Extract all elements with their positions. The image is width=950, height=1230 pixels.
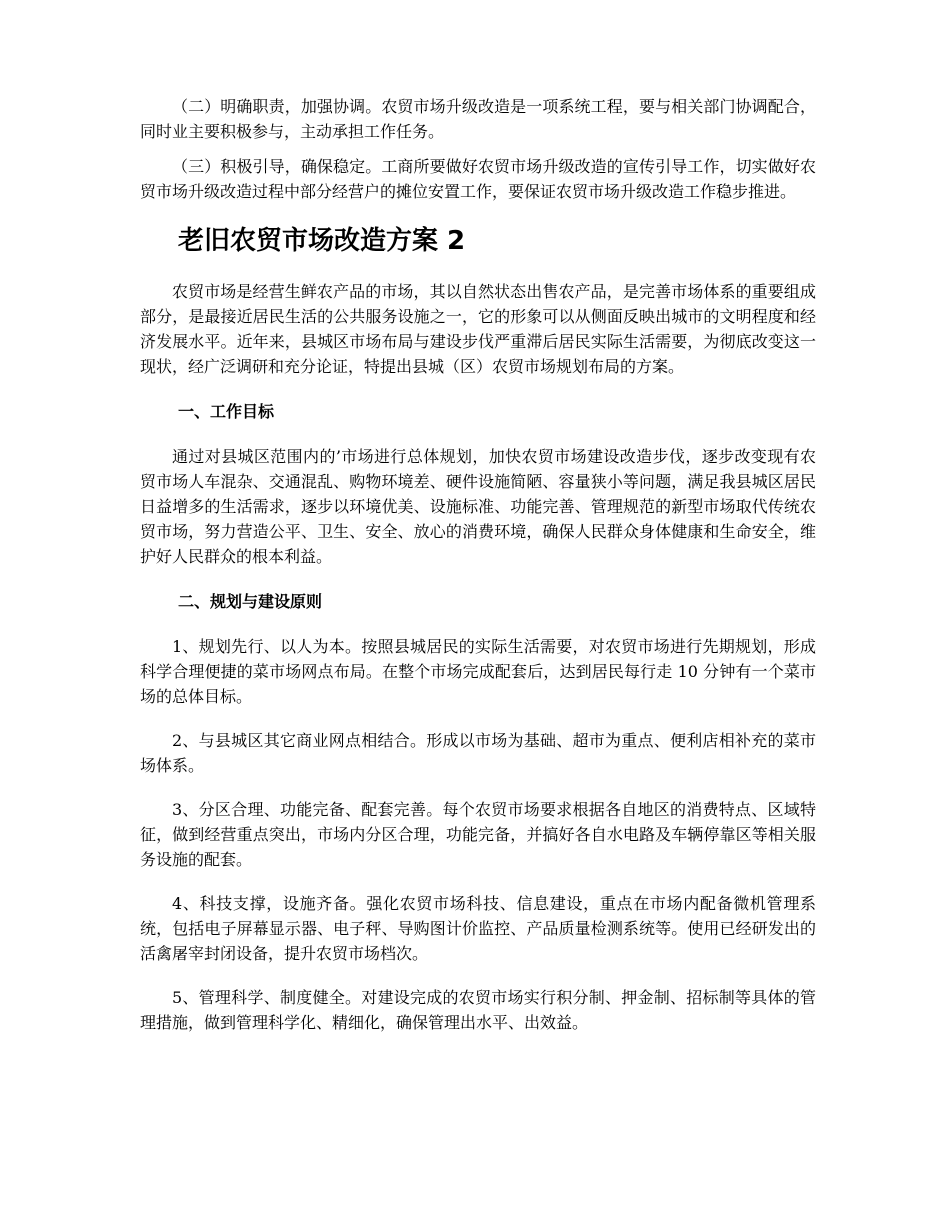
principle-item-1: 1、规划先行、以人为本。按照县城居民的实际生活需要，对农贸市场进行先期规划，形成科学合理便捷的菜市场网点布局。在整个市场完成配套后，达到居民每行走 10 分钟有一个菜市场的总体目标。 (140, 637, 816, 706)
principle-item-4: 4、科技支撑，设施齐备。强化农贸市场科技、信息建设，重点在市场内配备微机管理系统，包括电子屏幕显示器、电子秤、导购图计价监控、产品质量检测系统等。使用已经研发出的活禽屠宰封闭设备，提升农贸市场档次。 (140, 894, 816, 963)
heading-planning-principles: 二、规划与建设原则 (178, 592, 323, 611)
paragraph-work-goals: 通过对县城区范围内的’市场进行总体规划，加快农贸市场建设改造步伐，逐步改变现有农贸市场人车混杂、交通混乱、购物环境差、硬件设施简陋、容量狭小等问题，满足我县城区居民日益增多的生活需求，逐步以环境优美、设施标准、功能完善、管理规范的新型市场取代传统农贸市场，努力营造公平、卫生、安全、放心的消费环境，确保人民群众身体健康和生命安全，维护好人民群众的根本利益。 (140, 447, 816, 566)
principle-item-3: 3、分区合理、功能完备、配套完善。每个农贸市场要求根据各自地区的消费特点、区域特征，做到经营重点突出，市场内分区合理，功能完备，并搞好各自水电路及车辆停靠区等相关服务设施的配套。 (140, 800, 816, 869)
section-title: 老旧农贸市场改造方案 2 (178, 226, 466, 256)
paragraph-intro: 农贸市场是经营生鲜农产品的市场，其以自然状态出售农产品，是完善市场体系的重要组成部分，是最接近居民生活的公共服务设施之一，它的形象可以从侧面反映出城市的文明程度和经济发展水平。近年来，县城区市场布局与建设步伐严重滞后居民实际生活需要，为彻底改变这一现状，经广泛调研和充分论证，特提出县城（区）农贸市场规划布局的方案。 (140, 282, 816, 376)
heading-work-goals: 一、工作目标 (178, 402, 275, 421)
paragraph-clarify-duties: （二）明确职责，加强协调。农贸市场升级改造是一项系统工程，要与相关部门协调配合，同时业主要积极参与，主动承担工作任务。 (140, 97, 816, 141)
document-body (140, 94, 816, 1035)
principle-item-5: 5、管理科学、制度健全。对建设完成的农贸市场实行积分制、押金制、招标制等具体的管理措施，做到管理科学化、精细化，确保管理出水平、出效益。 (140, 988, 816, 1032)
principle-item-2: 2、与县城区其它商业网点相结合。形成以市场为基础、超市为重点、便利店相补充的菜市场体系。 (140, 731, 816, 775)
paragraph-active-guidance: （三）积极引导，确保稳定。工商所要做好农贸市场升级改造的宣传引导工作，切实做好农贸市场升级改造过程中部分经营户的摊位安置工作，要保证农贸市场升级改造工作稳步推进。 (140, 157, 816, 201)
